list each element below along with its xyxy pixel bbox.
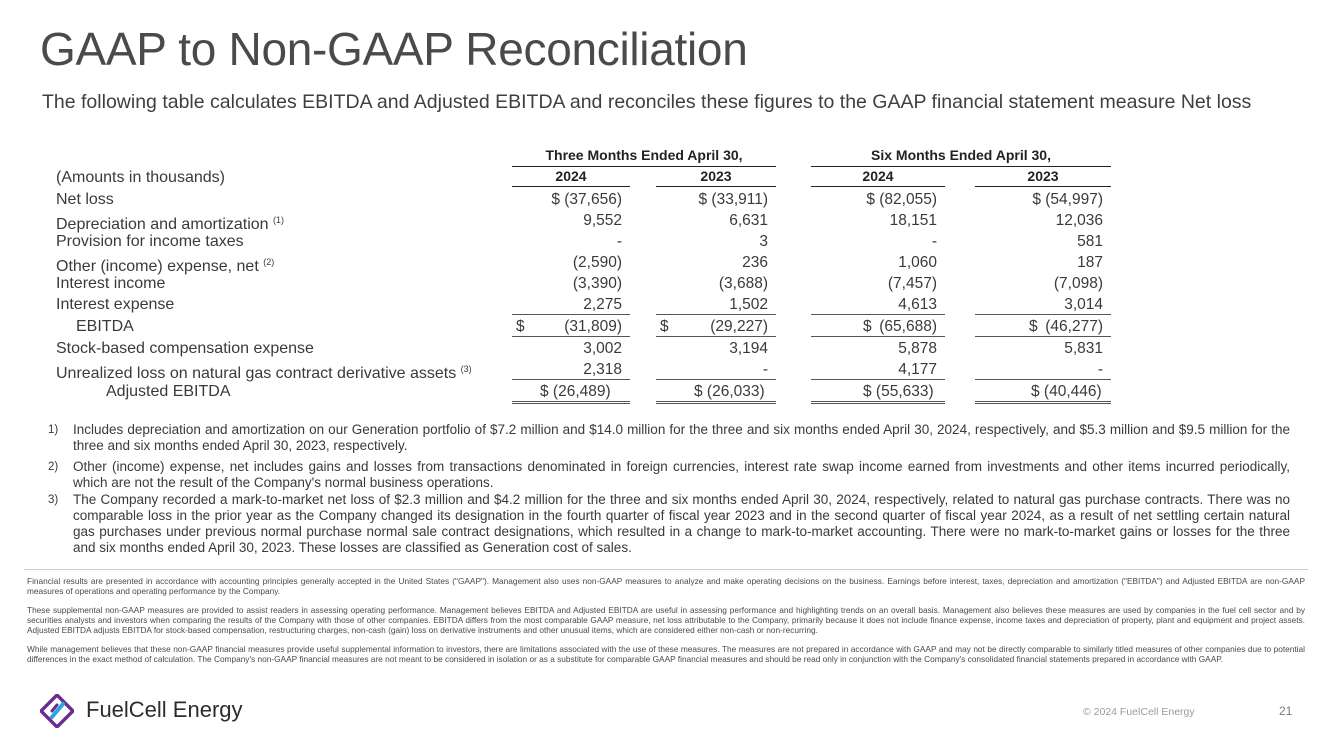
footnote-text: Other (income) expense, net includes gains and losses from transactions denominated in foreign currencies, interest rate swap income earned from investments and other items incurred periodically, which are not the result of the Company's normal business operations. (73, 459, 1290, 490)
page-number: 21 (1279, 704, 1293, 718)
row-label: Other (income) expense, net $^{(2)}$ (56, 257, 275, 275)
value-cell: 3 (759, 233, 768, 250)
table-row (0, 381, 1333, 402)
footnote (48, 459, 1290, 491)
value-cell: 1,060 (898, 254, 937, 271)
disclaimer-paragraph: These supplemental non-GAAP measures are provided to assist readers in assessing operating performance. Management believes EBITDA and Adjusted EBITDA are useful in assessing performance and highlighting trends on an overall basis. Management also believes these measures are used by companies in the fuel cell sector and by securities analysts and investors when comparing the results of the Company with those of other companies. EBITDA differs from the most comparable GAAP measure, net loss attributable to the Company, primarily because it does not include finance expense, income taxes and depreciation of property, plant and equipment and project assets. Adjusted EBITDA adjusts EBITDA for stock-based compensation, restructuring charges, non-cash (gain) loss on derivative instruments and other unusual items, which are considered either non-cash or non-recurring. (27, 605, 1305, 635)
table-row (0, 338, 1333, 359)
value-cell: 4,177 (811, 359, 945, 380)
value-cell: 9,552 (583, 212, 622, 229)
value-cell: 6,631 (729, 212, 768, 229)
value-cell: $ (29,227) (656, 316, 776, 337)
disclaimer-paragraph: Financial results are presented in accordance with accounting principles generally accepted in the United States ("GAAP"). Management also uses non-GAAP measures to analyze and make operating decisions on the business. Earnings before interest, taxes, depreciation and amortization ("EBITDA") and Adjusted EBITDA are non-GAAP measures of operations and operating performance by the Company. (27, 576, 1305, 596)
value-cell: $ (46,277) (975, 316, 1111, 337)
row-label: Unrealized loss on natural gas contract derivative assets $^{(3)}$ (56, 364, 472, 382)
value-cell: 2,318 (512, 359, 630, 380)
divider (24, 569, 1308, 570)
footnote-text: The Company recorded a mark-to-market net loss of $2.3 million and $4.2 million for the three and six months ended April 30, 2024, respectively, related to natural gas purchase contracts. There was no comparable loss in the prior year as the Company changed its designation in the fourth quarter of fiscal year 2023 and in the second quarter of fiscal year 2024, as a result of net settling certain natural gas purchases under previous normal purchase normal sale contract designations, which resulted in a change to mark-to-market accounting. There were no mark-to-market gains or losses for the three and six months ended April 30, 2023. These losses are classified as Generation cost of sales. (73, 492, 1290, 555)
value-cell: 4,613 (811, 294, 945, 315)
table-row (0, 273, 1333, 294)
value-cell: (3,390) (572, 275, 622, 292)
fuelcell-logo-icon (40, 694, 74, 728)
value-cell: 1,502 (656, 294, 776, 315)
value-cell: $ (65,688) (811, 316, 945, 337)
year-header: 2023 (975, 167, 1111, 187)
value-cell: 2,275 (512, 294, 630, 315)
value-cell: 5,878 (898, 340, 937, 357)
value-cell: - (656, 359, 776, 380)
value-cell: 3,002 (583, 340, 622, 357)
year-header: 2024 (811, 167, 945, 187)
value-cell: - (975, 359, 1111, 380)
value-cell: $ (33,911) (698, 191, 768, 208)
footnote-number: 3) (48, 494, 59, 506)
value-cell: 12,036 (1055, 212, 1103, 229)
row-label: Stock-based compensation expense (56, 340, 314, 357)
row-label: Interest income (56, 275, 166, 292)
value-cell: $ (55,633) (811, 381, 945, 404)
value-cell: $ (54,997) (1032, 191, 1103, 208)
page-subtitle: The following table calculates EBITDA and Adjusted EBITDA and reconciles these figures to the GAAP financial statement measure Net loss (42, 91, 1252, 113)
copyright: © 2024 FuelCell Energy (1083, 706, 1195, 718)
table-row (0, 252, 1333, 273)
footnote (48, 492, 1290, 556)
footnote-ref: (3) (460, 364, 472, 374)
value-cell: 581 (1077, 233, 1103, 250)
table-row (0, 210, 1333, 231)
table-row (0, 316, 1333, 337)
table-row (0, 294, 1333, 315)
value-cell: (2,590) (572, 254, 622, 271)
value-cell: 236 (742, 254, 768, 271)
page-title: GAAP to Non-GAAP Reconciliation (40, 23, 748, 75)
value-cell: (7,098) (1053, 275, 1103, 292)
value-cell: $ (31,809) (512, 316, 630, 337)
value-cell: 187 (1077, 254, 1103, 271)
value-cell: $ (82,055) (866, 191, 937, 208)
row-label: Provision for income taxes (56, 233, 244, 250)
row-label: Net loss (56, 191, 114, 208)
value-cell: $ (26,489) (512, 381, 630, 404)
year-header: 2023 (656, 167, 776, 187)
three-months-header: Three Months Ended April 30, (512, 145, 776, 167)
value-cell: - (616, 233, 622, 250)
value-cell: 5,831 (1064, 340, 1103, 357)
footnote-ref: (2) (263, 257, 275, 267)
value-cell: 18,151 (889, 212, 937, 229)
row-label: Adjusted EBITDA (106, 383, 231, 400)
row-label: Depreciation and amortization $^{(1)}$ (56, 215, 285, 233)
row-label: Interest expense (56, 296, 175, 313)
year-header: 2024 (512, 167, 630, 187)
units-label: (Amounts in thousands) (56, 169, 225, 186)
value-cell: 3,194 (729, 340, 768, 357)
footnote-text: Includes depreciation and amortization on our Generation portfolio of $7.2 million and $14.0 million for the three and six months ended April 30, 2024, respectively, and $5.3 million and $9.5 million for the three and six months ended April 30, 2023, respectively. (73, 422, 1290, 453)
footnote (48, 422, 1290, 454)
value-cell: - (931, 233, 937, 250)
table-row (0, 359, 1333, 380)
footnote-number: 1) (48, 424, 59, 436)
six-months-header: Six Months Ended April 30, (811, 145, 1111, 167)
value-cell: $ (26,033) (656, 381, 776, 404)
footnote-ref: (1) (273, 215, 285, 225)
value-cell: (7,457) (887, 275, 937, 292)
value-cell: $ (40,446) (975, 381, 1111, 404)
disclaimer-paragraph: While management believes that these non-GAAP financial measures provide useful supplemental information to investors, there are limitations associated with the use of these measures. The measures are not prepared in accordance with GAAP and may not be directly comparable to similarly titled measures of other companies due to potential differences in the exact method of calculation. The Company's non-GAAP financial measures are not meant to be considered in isolation or as a substitute for comparable GAAP financial measures and should be read only in conjunction with the Company's consolidated financial statements prepared in accordance with GAAP. (27, 644, 1305, 664)
value-cell: 3,014 (975, 294, 1111, 315)
table-row (0, 189, 1333, 210)
row-label: EBITDA (76, 318, 134, 335)
table-row (0, 231, 1333, 252)
value-cell: (3,688) (718, 275, 768, 292)
brand-name: FuelCell Energy (86, 697, 243, 722)
value-cell: $ (37,656) (551, 191, 622, 208)
footnote-number: 2) (48, 461, 59, 473)
